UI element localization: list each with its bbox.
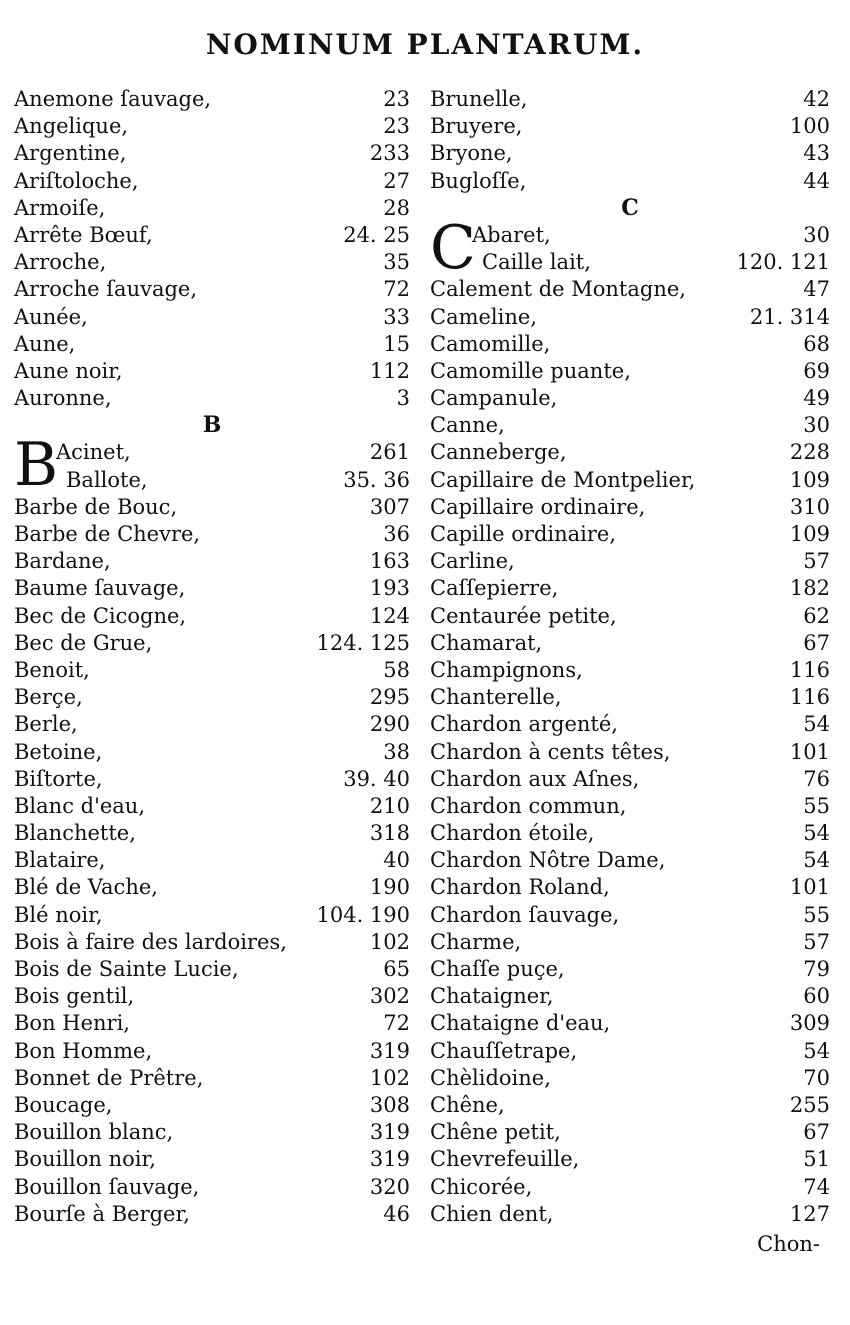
entry-name: Chaſſe puçe, [430, 957, 565, 981]
entry-page: 102 [369, 1065, 410, 1090]
entry-name: Camomille, [430, 331, 551, 356]
index-entry [430, 521, 830, 548]
entry-name: Bugloſſe, [430, 168, 527, 193]
entry-name: Barbe de Bouc, [14, 494, 178, 519]
index-entry [14, 249, 410, 276]
entry-name: Armoiſe, [14, 195, 106, 220]
entry-name: Bonnet de Prêtre, [14, 1065, 204, 1090]
entry-name: Arroche, [14, 250, 107, 275]
entry-page: 55 [803, 793, 830, 818]
dropcap-entries-c [430, 222, 830, 276]
index-entry [14, 929, 410, 956]
entry-page: 33 [383, 304, 410, 329]
entry-page: 30 [803, 413, 830, 438]
entry-name: Argentine, [14, 141, 127, 166]
index-entry [430, 1201, 830, 1228]
entry-name: Chien dent, [430, 1201, 554, 1226]
entry-page: 58 [383, 657, 410, 682]
index-entry [430, 113, 830, 140]
entry-name: Bourſe à Berger, [14, 1201, 190, 1226]
left-entries-b [14, 494, 410, 1228]
index-entry [14, 385, 410, 412]
entry-page: 70 [803, 1065, 830, 1090]
index-entry [14, 956, 410, 983]
entry-page: 49 [803, 386, 830, 411]
index-entry [430, 276, 830, 303]
entry-name: Caille lait, [482, 250, 591, 275]
entry-page: 55 [803, 902, 830, 927]
entry-name: Chêne, [430, 1092, 505, 1117]
entry-name: Berçe, [14, 685, 83, 710]
entry-name: Chèlidoine, [430, 1065, 551, 1090]
entry-name: Chataigner, [430, 984, 554, 1009]
entry-name: Blé noir, [14, 902, 103, 927]
index-entry [14, 902, 410, 929]
entry-page: 74 [803, 1174, 830, 1199]
entry-page: 190 [369, 875, 410, 900]
dropcap-entries-b [14, 439, 410, 493]
entry-name: Brunelle, [430, 87, 528, 111]
index-entry [14, 168, 410, 195]
entry-name: Chardon commun, [430, 793, 627, 818]
entry-page: 318 [369, 821, 410, 846]
entry-name: Chêne petit, [430, 1120, 561, 1145]
entry-page: 76 [803, 766, 830, 791]
entry-page: 228 [789, 440, 830, 465]
entry-page: 290 [369, 712, 410, 737]
entry-name: Boucage, [14, 1092, 113, 1117]
entry-page: 23 [383, 87, 410, 111]
index-entry [430, 847, 830, 874]
entry-name: Carline, [430, 549, 515, 574]
entry-name: Bon Homme, [14, 1038, 153, 1063]
index-entry [14, 1174, 410, 1201]
entry-name: Bouillon blanc, [14, 1120, 174, 1145]
right-entries-a [430, 86, 830, 195]
entry-name: Calement de Montagne, [430, 277, 686, 302]
entry-name: Campanule, [430, 386, 558, 411]
entry-name: Blataire, [14, 848, 106, 873]
entry-name: Chardon à cents têtes, [430, 739, 671, 764]
entry-page: 57 [803, 549, 830, 574]
entry-name: Berle, [14, 712, 78, 737]
entry-name: Chardon Roland, [430, 875, 610, 900]
index-entry [14, 711, 410, 738]
entry-page: 112 [369, 358, 410, 383]
entry-name: Blanchette, [14, 821, 136, 846]
entry-page: 302 [369, 984, 410, 1009]
entry-name: Champignons, [430, 657, 583, 682]
index-entry [430, 86, 830, 113]
index-entry [430, 820, 830, 847]
right-entries-b [430, 276, 830, 1228]
index-entry [430, 1010, 830, 1037]
index-entry [14, 630, 410, 657]
index-entry [430, 1174, 830, 1201]
entry-page: 100 [789, 114, 830, 139]
entry-page: 124 [369, 603, 410, 628]
entry-page: 60 [803, 984, 830, 1009]
entry-name: Canne, [430, 413, 505, 438]
entry-name: Baume ſauvage, [14, 576, 186, 601]
index-entry [430, 1119, 830, 1146]
index-entry [14, 793, 410, 820]
right-column [430, 86, 830, 1228]
index-entry [430, 766, 830, 793]
entry-page: 68 [803, 331, 830, 356]
entry-name: Chanterelle, [430, 685, 562, 710]
index-entry [14, 1201, 410, 1228]
catchword: Chon- [757, 1232, 820, 1256]
entry-name: Ballote, [66, 467, 148, 492]
entry-name: Capillaire ordinaire, [430, 494, 646, 519]
index-entry [430, 1146, 830, 1173]
entry-page: 320 [369, 1174, 410, 1199]
index-entry [14, 304, 410, 331]
entry-name: Bryone, [430, 141, 513, 166]
index-entry [430, 575, 830, 602]
entry-page: 109 [789, 522, 830, 546]
index-entry [14, 575, 410, 602]
entry-name: Centaurée petite, [430, 603, 617, 628]
entry-page: 27 [383, 168, 410, 193]
entry-name: Arroche ſauvage, [14, 277, 198, 302]
entry-name: Bouillon ſauvage, [14, 1174, 200, 1199]
index-entry [14, 766, 410, 793]
entry-page: 43 [803, 141, 830, 166]
entry-name: Chevrefeuille, [430, 1147, 580, 1172]
entry-page: 72 [383, 277, 410, 302]
entry-name: Blé de Vache, [14, 875, 158, 900]
entry-name: Barbe de Chevre, [14, 522, 201, 546]
entry-page: 319 [369, 1038, 410, 1063]
entry-page: 35 [383, 250, 410, 275]
index-entry [430, 249, 830, 276]
entry-name: Bouillon noir, [14, 1147, 156, 1172]
index-entry [14, 1065, 410, 1092]
index-entry [14, 657, 410, 684]
entry-page: 295 [369, 685, 410, 710]
entry-page: 67 [803, 1120, 830, 1145]
dropcap-block-b [14, 430, 410, 501]
entry-name: Cameline, [430, 304, 537, 329]
entry-page: 23 [383, 114, 410, 139]
index-entry [430, 739, 830, 766]
index-entry [14, 684, 410, 711]
index-entry [430, 358, 830, 385]
entry-page: 319 [369, 1120, 410, 1145]
index-entry [430, 548, 830, 575]
entry-name: Benoit, [14, 657, 90, 682]
entry-page: 54 [803, 821, 830, 846]
entry-name: Aunée, [14, 304, 88, 329]
index-entry [14, 358, 410, 385]
index-entry [430, 304, 830, 331]
entry-name: Canneberge, [430, 440, 567, 465]
entry-name: Bois à faire des lardoires, [14, 929, 287, 954]
entry-name: Chamarat, [430, 630, 543, 655]
index-entry [14, 467, 410, 494]
index-entry [430, 603, 830, 630]
entry-page: 104. 190 [316, 902, 410, 927]
entry-name: Bec de Grue, [14, 630, 153, 655]
entry-name: Chardon Nôtre Dame, [430, 848, 666, 873]
index-entry [14, 1038, 410, 1065]
index-entry [430, 494, 830, 521]
entry-page: 40 [383, 848, 410, 873]
entry-name: Aune noir, [14, 358, 123, 383]
index-entry [430, 1092, 830, 1119]
entry-page: 124. 125 [316, 630, 410, 655]
index-entry [14, 140, 410, 167]
entry-name: Anemone ſauvage, [14, 87, 212, 111]
entry-page: 46 [383, 1201, 410, 1226]
entry-name: Aune, [14, 331, 76, 356]
index-entry [430, 412, 830, 439]
entry-page: 69 [803, 358, 830, 383]
page-title: NOMINUM PLANTARUM. [205, 28, 645, 61]
entry-name: Camomille puante, [430, 358, 631, 383]
entry-page: 3 [396, 386, 410, 411]
entry-page: 308 [369, 1092, 410, 1117]
index-entry [14, 521, 410, 548]
section-letter-b: B [202, 412, 222, 439]
index-entry [14, 820, 410, 847]
entry-name: Bois de Sainte Lucie, [14, 957, 239, 981]
entry-name: Capillaire de Montpelier, [430, 467, 696, 492]
index-entry [430, 874, 830, 901]
entry-name: Betoine, [14, 739, 103, 764]
entry-page: 44 [803, 168, 830, 193]
entry-page: 54 [803, 712, 830, 737]
index-entry [14, 439, 410, 466]
entry-page: 38 [383, 739, 410, 764]
index-entry [14, 874, 410, 901]
index-entry [14, 222, 410, 249]
index-entry [14, 86, 410, 113]
entry-page: 307 [369, 494, 410, 519]
entry-name: Charme, [430, 929, 522, 954]
entry-page: 24. 25 [343, 222, 410, 247]
index-entry [14, 113, 410, 140]
index-entry [14, 1119, 410, 1146]
entry-page: 319 [369, 1147, 410, 1172]
index-entry [430, 331, 830, 358]
entry-page: 21. 314 [749, 304, 830, 329]
section-letter-c: C [621, 194, 639, 221]
entry-page: 39. 40 [343, 766, 410, 791]
entry-name: Chardon étoile, [430, 821, 595, 846]
entry-name: Bon Henri, [14, 1011, 130, 1036]
index-entry [430, 684, 830, 711]
entry-page: 54 [803, 1038, 830, 1063]
entry-page: 210 [369, 793, 410, 818]
entry-name: Chicorée, [430, 1174, 533, 1199]
entry-page: 127 [789, 1201, 830, 1226]
index-entry [430, 711, 830, 738]
entry-name: Capille ordinaire, [430, 522, 617, 546]
left-column [14, 86, 410, 1228]
entry-page: 116 [789, 685, 830, 710]
entry-page: 15 [383, 331, 410, 356]
entry-name: Chardon ſauvage, [430, 902, 620, 927]
entry-name: Acinet, [56, 440, 131, 465]
entry-name: Blanc d'eau, [14, 793, 145, 818]
index-entry [14, 494, 410, 521]
entry-name: Caſſepierre, [430, 576, 559, 601]
entry-page: 310 [789, 494, 830, 519]
dropcap-letter: C [430, 212, 476, 283]
index-entry [14, 847, 410, 874]
entry-page: 72 [383, 1011, 410, 1036]
index-entry [430, 140, 830, 167]
index-entry [430, 1038, 830, 1065]
entry-page: 28 [383, 195, 410, 220]
entry-page: 36 [383, 522, 410, 546]
dropcap-letter: B [14, 430, 59, 501]
index-entry [14, 195, 410, 222]
entry-page: 51 [803, 1147, 830, 1172]
entry-page: 65 [383, 957, 410, 981]
entry-name: Angelique, [14, 114, 129, 139]
entry-page: 255 [789, 1092, 830, 1117]
entry-page: 193 [369, 576, 410, 601]
left-entries-a [14, 86, 410, 412]
index-entry [14, 1146, 410, 1173]
entry-page: 30 [803, 222, 830, 247]
entry-name: Biſtorte, [14, 766, 103, 791]
index-entry [430, 1065, 830, 1092]
index-entry [430, 385, 830, 412]
index-entry [430, 793, 830, 820]
index-entry [430, 956, 830, 983]
entry-page: 54 [803, 848, 830, 873]
entry-page: 261 [369, 440, 410, 465]
entry-page: 116 [789, 657, 830, 682]
entry-name: Chardon aux Aſnes, [430, 766, 640, 791]
entry-name: Auronne, [14, 386, 112, 411]
entry-page: 47 [803, 277, 830, 302]
entry-name: Ariſtoloche, [14, 168, 139, 193]
dropcap-block-c [430, 212, 830, 283]
index-entry [430, 657, 830, 684]
entry-page: 101 [789, 739, 830, 764]
entry-page: 182 [789, 576, 830, 601]
index-entry [14, 548, 410, 575]
index-entry [430, 983, 830, 1010]
entry-page: 42 [803, 87, 830, 111]
index-entry [14, 276, 410, 303]
index-entry [14, 603, 410, 630]
entry-name: Abaret, [472, 222, 551, 247]
entry-page: 35. 36 [343, 467, 410, 492]
entry-page: 163 [369, 549, 410, 574]
entry-page: 67 [803, 630, 830, 655]
index-entry [14, 1010, 410, 1037]
index-entry [14, 1092, 410, 1119]
entry-page: 309 [789, 1011, 830, 1036]
index-entry [430, 467, 830, 494]
entry-page: 120. 121 [736, 250, 830, 275]
index-entry [430, 168, 830, 195]
entry-name: Bois gentil, [14, 984, 135, 1009]
index-entry [14, 739, 410, 766]
entry-page: 233 [369, 141, 410, 166]
entry-page: 62 [803, 603, 830, 628]
entry-page: 109 [789, 467, 830, 492]
entry-name: Bec de Cicogne, [14, 603, 187, 628]
index-entry [430, 630, 830, 657]
index-entry [430, 929, 830, 956]
index-entry [430, 439, 830, 466]
entry-name: Bruyere, [430, 114, 523, 139]
entry-name: Chardon argenté, [430, 712, 618, 737]
entry-page: 57 [803, 929, 830, 954]
entry-name: Chataigne d'eau, [430, 1011, 611, 1036]
entry-name: Arrête Bœuf, [14, 222, 153, 247]
index-entry [14, 331, 410, 358]
index-entry [430, 902, 830, 929]
entry-name: Chauſſetrape, [430, 1038, 578, 1063]
entry-page: 79 [803, 957, 830, 981]
entry-page: 101 [789, 875, 830, 900]
entry-page: 102 [369, 929, 410, 954]
entry-name: Bardane, [14, 549, 111, 574]
index-entry [14, 983, 410, 1010]
index-entry [430, 222, 830, 249]
